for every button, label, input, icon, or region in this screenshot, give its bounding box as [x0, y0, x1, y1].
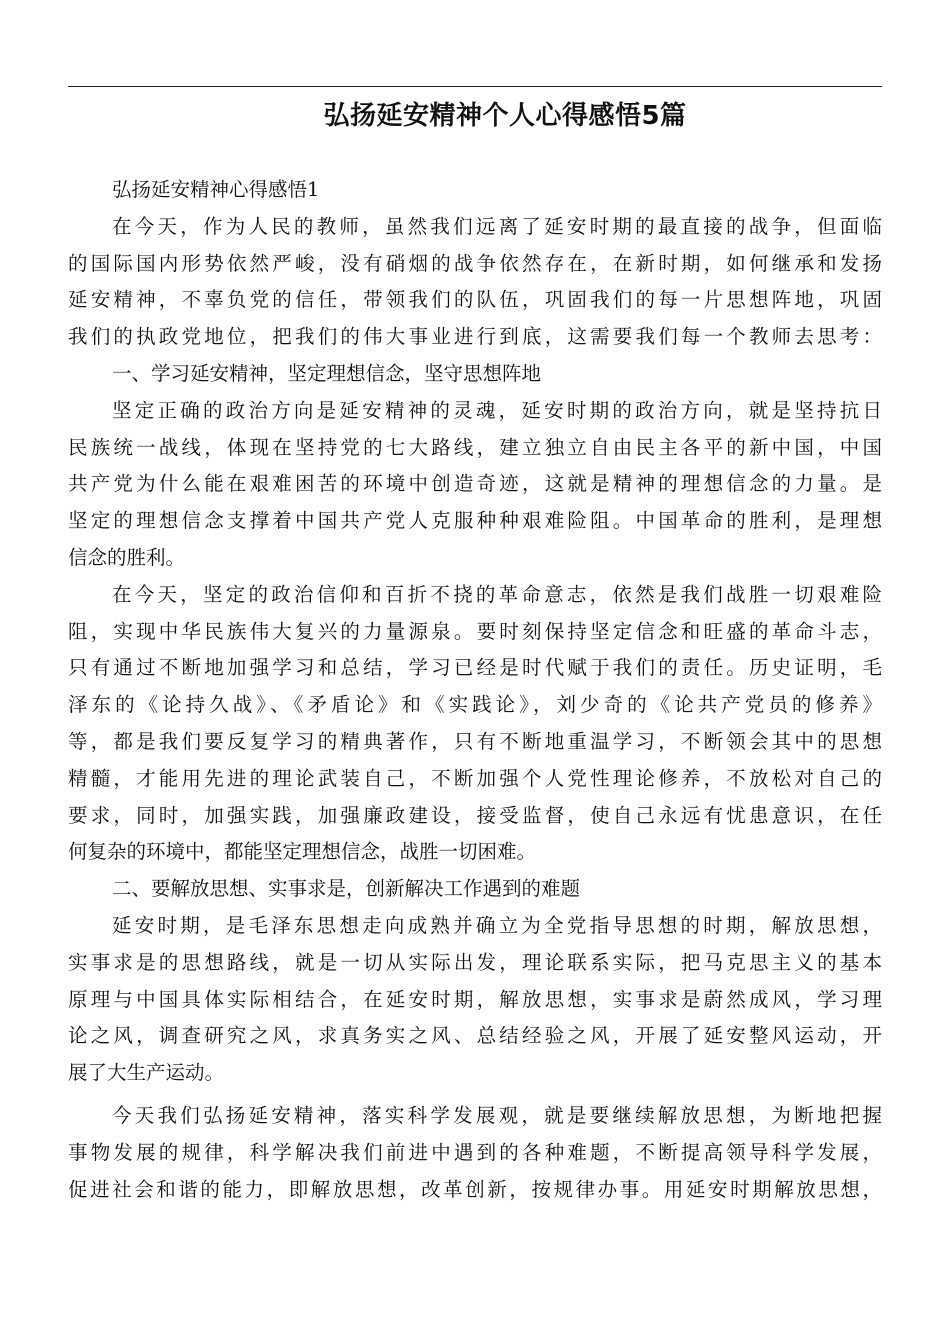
document-title: 弘扬延安精神个人心得感悟5篇: [323, 101, 687, 131]
paragraph-line: 在今天，作为人民的教师，虽然我们远离了延安时期的最直接的战争，但面临: [112, 214, 882, 238]
paragraph-line: 促进社会和谐的能力，即解放思想，改革创新，按规律办事。用延安时期解放思想，: [68, 1177, 882, 1201]
paragraph-line: 事物发展的规律，科学解决我们前进中遇到的各种难题，不断提高领导科学发展，: [68, 1140, 882, 1164]
paragraph-line: 信念的胜利。: [68, 545, 186, 569]
paragraph-line: 阻，实现中华民族伟大复兴的力量源泉。要时刻保持坚定信念和旺盛的革命斗志，: [68, 619, 882, 643]
paragraph-line: 要求，同时，加强实践，加强廉政建设，接受监督，使自己永远有忧患意识，在任: [68, 803, 882, 827]
section-heading: 一、学习延安精神，坚定理想信念，坚守思想阵地: [112, 361, 542, 385]
paragraph-line: 何复杂的环境中，都能坚定理想信念，战胜一切困难。: [68, 840, 537, 864]
paragraph-line: 今天我们弘扬延安精神，落实科学发展观，就是要继续解放思想，为断地把握: [112, 1103, 882, 1127]
paragraph-line: 原理与中国具体实际相结合，在延安时期，解放思想，实事求是蔚然成风，学习理: [68, 987, 882, 1011]
paragraph-line: 精髓，才能用先进的理论武装自己，不断加强个人党性理论修养，不放松对自己的: [68, 766, 882, 790]
header-rule: [68, 86, 882, 87]
paragraph-line: 延安时期，是毛泽东思想走向成熟并确立为全党指导思想的时期，解放思想，: [112, 913, 882, 937]
paragraph-line: 只有通过不断地加强学习和总结，学习已经是时代赋于我们的责任。历史证明，毛: [68, 656, 882, 680]
paragraph-line: 展了大生产运动。: [68, 1061, 225, 1085]
paragraph-line: 泽东的《论持久战》、《矛盾论》和《实践论》，刘少奇的《论共产党员的修养》: [68, 693, 882, 717]
paragraph-line: 等，都是我们要反复学习的精典著作，只有不断地重温学习，不断领会其中的思想: [68, 729, 882, 753]
paragraph-line: 民族统一战线，体现在坚持党的七大路线，建立独立自由民主各平的新中国，中国: [68, 435, 882, 459]
paragraph-line: 共产党为什么能在艰难困苦的环境中创造奇迹，这就是精神的理想信念的力量。是: [68, 472, 882, 496]
section-heading: 弘扬延安精神心得感悟1: [112, 178, 320, 201]
paragraph-line: 延安精神，不辜负党的信任，带领我们的队伍，巩固我们的每一片思想阵地，巩固: [68, 288, 882, 312]
section-heading: 二、要解放思想、实事求是，创新解决工作遇到的难题: [112, 877, 581, 901]
paragraph-line: 论之风，调查研究之风，求真务实之风、总结经验之风，开展了延安整风运动，开: [68, 1024, 882, 1048]
paragraph-line: 坚定正确的政治方向是延安精神的灵魂，延安时期的政治方向，就是坚持抗日: [112, 398, 882, 422]
paragraph-line: 我们的执政党地位，把我们的伟大事业进行到底，这需要我们每一个教师去思考：: [68, 325, 882, 349]
document-body: [68, 172, 882, 1208]
paragraph-line: 在今天，坚定的政治信仰和百折不挠的革命意志，依然是我们战胜一切艰难险: [112, 582, 882, 606]
paragraph-line: 坚定的理想信念支撑着中国共产党人克服种种艰难险阻。中国革命的胜利，是理想: [68, 509, 882, 533]
paragraph-line: 实事求是的思想路线，就是一切从实际出发，理论联系实际，把马克思主义的基本: [68, 950, 882, 974]
paragraph-line: 的国际国内形势依然严峻，没有硝烟的战争依然存在，在新时期，如何继承和发扬: [68, 251, 882, 275]
